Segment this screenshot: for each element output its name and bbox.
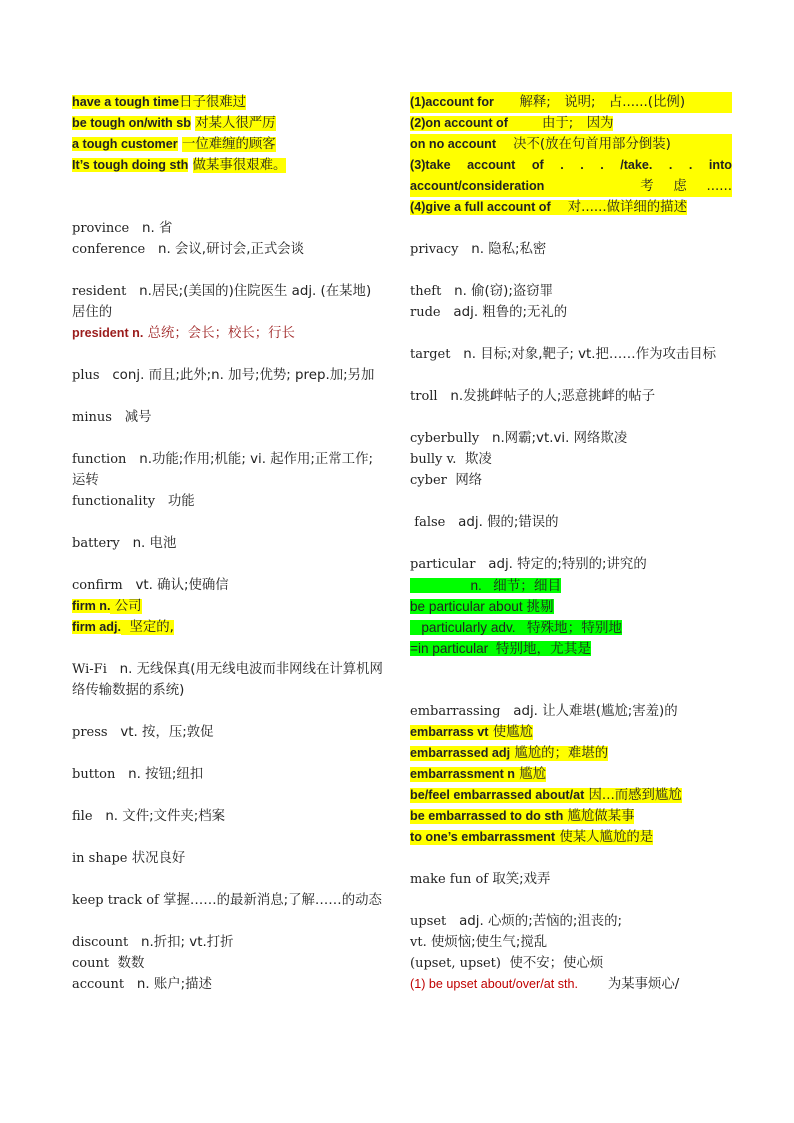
entry-resident: resident n.居民;(美国的)住院医生 adj. (在某地)居住的 (72, 284, 372, 320)
entry-minus: minus 减号 (72, 410, 152, 425)
entry-confirm: confirm vt. 确认;使确信 (72, 578, 229, 593)
entry-rude: rude adj. 粗鲁的;无礼的 (410, 305, 568, 320)
entry-firm-adj: firm adj. 坚定的, (72, 620, 174, 635)
entry-file: file n. 文件;文件夹;档案 (72, 809, 226, 824)
entry-firm-noun: firm n. 公司 (72, 599, 142, 614)
entry-its-tough-doing: It’s tough doing sth 做某事很艰难。 (72, 158, 287, 173)
entry-particular-noun: n. 细节；细目 (410, 575, 732, 596)
entry-plus: plus conj. 而且;此外;n. 加号;优势; prep.加;另加 (72, 368, 375, 383)
entry-be-tough-on: be tough on/with sb 对某人很严厉 (72, 116, 276, 131)
right-column (410, 92, 732, 995)
entry-embarrass: embarrass vt 使尴尬 (410, 725, 533, 740)
entry-discount: discount n.折扣; vt.打折 (72, 935, 234, 950)
entry-target: target n. 目标;对象,靶子; vt.把……作为攻击目标 (410, 347, 717, 362)
entry-button: button n. 按钮;纽扣 (72, 767, 204, 782)
entry-be-upset-about: (1) be upset about/over/at sth. 为某事烦心/ (410, 977, 680, 992)
entry-embarrassed-to-do: be embarrassed to do sth 尴尬做某事 (410, 809, 635, 824)
entry-keep-track-of: keep track of 掌握……的最新消息;了解……的动态 (72, 893, 382, 908)
entry-embarrassment: embarrassment n 尴尬 (410, 767, 547, 782)
entry-embarrassing: embarrassing adj. 让人难堪(尴尬;害羞)的 (410, 704, 678, 719)
entry-conference: conference n. 会议,研讨会,正式会谈 (72, 242, 305, 257)
entry-a-tough-customer: a tough customer 一位难缠的顾客 (72, 137, 276, 152)
entry-battery: battery n. 电池 (72, 536, 177, 551)
entry-in-shape: in shape 状况良好 (72, 851, 186, 866)
entry-president: president n. 总统；会长；校长；行长 (72, 326, 295, 341)
entry-on-account-of: (2)on account of 由于; 因为 (410, 116, 614, 131)
entry-function: function n.功能;作用;机能; vi. 起作用;正常工作;运转 (72, 452, 373, 488)
entry-upset-forms: (upset, upset) 使不安；使心烦 (410, 956, 604, 971)
entry-particularly: particularly adv. 特殊地；特别地 (410, 617, 732, 638)
entry-false: false adj. 假的;错误的 (414, 515, 559, 530)
entry-cyber: cyber 网络 (410, 473, 483, 488)
entry-give-a-full-account: (4)give a full account of 对......做详细的描述 (410, 200, 687, 215)
left-column (72, 92, 384, 995)
entry-upset-vt: vt. 使烦恼;使生气;搅乱 (410, 935, 548, 950)
entry-privacy: privacy n. 隐私;私密 (410, 242, 547, 257)
entry-count: count 数数 (72, 956, 145, 971)
entry-on-no-account: on no account 决不(放在句首用部分倒装) (410, 134, 732, 155)
entry-cyberbully: cyberbully n.网霸;vt.vi. 网络欺凌 (410, 431, 628, 446)
entry-theft: theft n. 偷(窃);盗窃罪 (410, 284, 554, 299)
entry-have-a-tough-time: have a tough time日子很难过 (72, 95, 247, 110)
entry-province: province n. 省 (72, 221, 173, 236)
entry-feel-embarrassed: be/feel embarrassed about/at 因...而感到尴尬 (410, 788, 682, 803)
entry-account-for: (1)account for 解释; 说明; 占......(比例) (410, 92, 732, 113)
entry-functionality: functionality 功能 (72, 494, 195, 509)
entry-wifi: Wi-Fi n. 无线保真(用无线电波而非网线在计算机网络传输数据的系统) (72, 662, 383, 698)
entry-in-particular: =in particular 特别地，尤其是 (410, 641, 591, 656)
entry-particular: particular adj. 特定的;特别的;讲究的 (410, 557, 647, 572)
entry-be-particular-about: be particular about 挑剔 (410, 599, 554, 614)
entry-take-account-of: (3)take account of . . . /take. . . into account/consideration 考虑...... (410, 155, 732, 197)
entry-bully: bully v. 欺凌 (410, 452, 492, 467)
entry-make-fun-of: make fun of 取笑;戏弄 (410, 872, 551, 887)
entry-embarrassed: embarrassed adj 尴尬的；难堪的 (410, 746, 609, 761)
entry-press: press vt. 按，压;敦促 (72, 725, 214, 740)
entry-troll: troll n.发挑衅帖子的人;恶意挑衅的帖子 (410, 389, 656, 404)
entry-upset: upset adj. 心烦的;苦恼的;沮丧的; (410, 914, 623, 929)
entry-to-ones-embarrassment: to one’s embarrassment 使某人尴尬的是 (410, 830, 654, 845)
entry-account: account n. 账户;描述 (72, 977, 212, 992)
